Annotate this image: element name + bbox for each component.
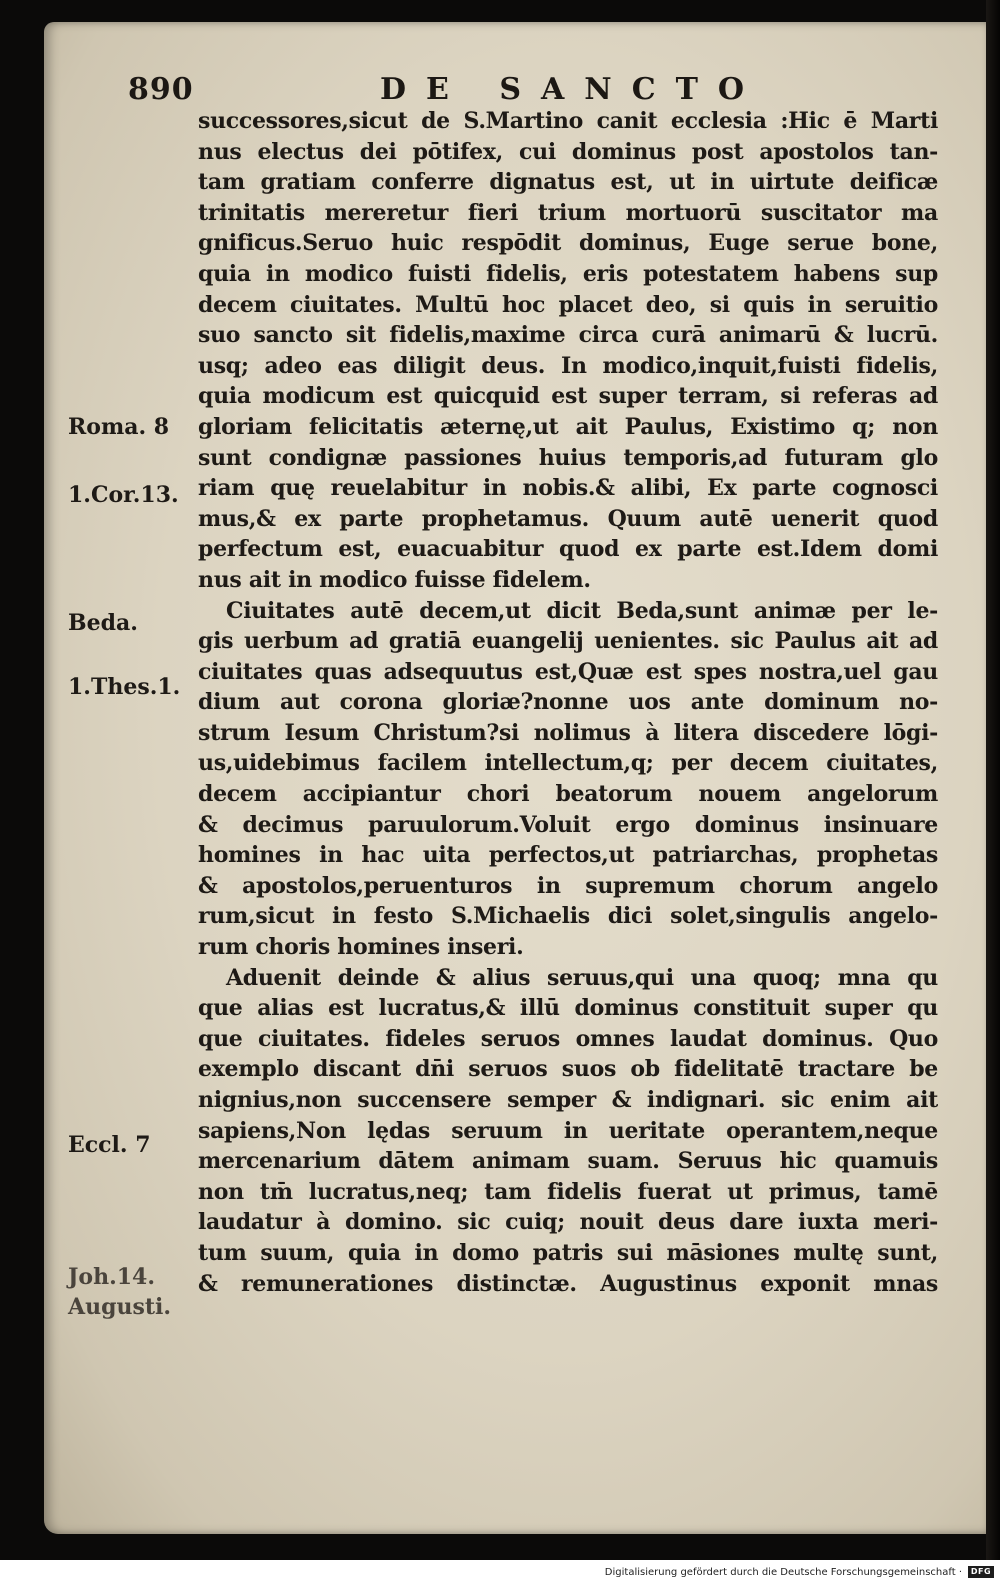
text-line: quia modicum est quicquid est super terram, si referas ad — [198, 383, 938, 410]
text-line: que ciuitates. fideles seruos omnes laudat dominus. Quo — [198, 1025, 938, 1052]
dfg-logo: DFG — [968, 1566, 994, 1578]
text-line: gnificus.Seruo huic respōdit dominus, Euge serue bone, — [198, 230, 938, 257]
text-line: & apostolos,peruenturos in supremum chorum angelo — [198, 872, 938, 899]
text-line: Aduenit deinde & alius seruus,qui una quoq; mna qu — [226, 964, 938, 991]
text-line: gloriam felicitatis æternę,ut ait Paulus, Existimo q; non — [198, 413, 938, 440]
body-text — [198, 106, 938, 1299]
text-line: dium aut corona gloriæ?nonne uos ante dominum no- — [198, 689, 938, 716]
text-line: rum,sicut in festo S.Michaelis dici solet,singulis angelo- — [198, 903, 938, 930]
margin-note-ecclesiasticus: Eccl. 7 — [68, 1132, 151, 1158]
text-line: sunt condignæ passiones huius temporis,ad futuram glo — [198, 444, 938, 471]
text-line: quia in modico fuisti fidelis, eris potestatem habens sup — [198, 260, 938, 287]
text-line: decem ciuitates. Multū hoc placet deo, si quis in seruitio — [198, 291, 938, 318]
text-line: decem accipiantur chori beatorum nouem angelorum — [198, 781, 938, 808]
text-line: successores,sicut de S.Martino canit ecclesia :Hic ē Marti — [198, 108, 938, 134]
text-line: perfectum est, euacuabitur quod ex parte est.Idem domi — [198, 536, 938, 563]
text-line: strum Iesum Christum?si nolimus à litera discedere lōgi- — [198, 719, 938, 746]
text-line: & remunerationes distinctæ. Augustinus exponit mnas — [198, 1270, 938, 1297]
text-line: us,uidebimus facilem intellectum,q; per decem ciuitates, — [198, 750, 938, 777]
text-line: tum suum, quia in domo patris sui māsiones multę sunt, — [198, 1239, 938, 1266]
page-edge-shadow — [986, 0, 1000, 1560]
text-line: non tm̄ lucratus,neq; tam fidelis fuerat ut primus, tamē — [198, 1178, 938, 1205]
text-line: mercenarium dātem animam suam. Seruus hic quamuis — [198, 1148, 938, 1175]
page-number: 890 — [128, 72, 194, 107]
text-line: riam quę reuelabitur in nobis.& alibi, Ex parte cognosci — [198, 475, 938, 502]
text-line: mus,& ex parte prophetamus. Quum autē uenerit quod — [198, 505, 938, 532]
text-line: sapiens,Non lędas seruum in ueritate operantem,neque — [198, 1117, 938, 1144]
text-line: laudatur à domino. sic cuiq; nouit deus dare iuxta meri- — [198, 1209, 938, 1236]
text-line: ciuitates quas adsequutus est,Quæ est spes nostra,uel gau — [198, 658, 938, 685]
text-line: gis uerbum ad gratiā euangelij uenientes. sic Paulus ait ad — [198, 628, 938, 655]
margin-note-beda: Beda. — [68, 610, 138, 636]
margin-note-john: Joh.14. — [68, 1264, 156, 1290]
text-line: rum choris homines inseri. — [198, 934, 524, 961]
margin-note-augustine: Augusti. — [68, 1294, 172, 1320]
running-head: DE SANCTO — [380, 72, 765, 107]
text-line: & decimus paruulorum.Voluit ergo dominus insinuare — [198, 811, 938, 838]
text-line: usq; adeo eas diligit deus. In modico,inquit,fuisti fidelis, — [198, 352, 938, 379]
text-line: suo sancto sit fidelis,maxime circa curā animarū & lucrū. — [198, 322, 938, 349]
text-line: nus electus dei pōtifex, cui dominus post apostolos tan- — [198, 138, 938, 165]
text-line: tam gratiam conferre dignatus est, ut in uirtute deificæ — [198, 169, 938, 196]
margin-note-roma: Roma. 8 — [68, 414, 170, 440]
text-line: homines in hac uita perfectos,ut patriarchas, prophetas — [198, 842, 938, 869]
margin-note-corinthians: 1.Cor.13. — [68, 482, 179, 508]
text-line: que alias est lucratus,& illū dominus constituit super qu — [198, 995, 938, 1022]
text-line: Ciuitates autē decem,ut dicit Beda,sunt animæ per le- — [226, 597, 938, 624]
funding-credit: Digitalisierung gefördert durch die Deutsche Forschungsgemeinschaft · — [604, 1567, 962, 1578]
text-line: nus ait in modico fuisse fidelem. — [198, 566, 591, 593]
text-line: trinitatis mereretur fieri trium mortuorū suscitator ma — [198, 199, 938, 226]
text-line: exemplo discant dn̄i seruos suos ob fidelitatē tractare be — [198, 1056, 938, 1083]
margin-note-thessalonians: 1.Thes.1. — [68, 674, 181, 700]
text-line: nignius,non succensere semper & indignari. sic enim ait — [198, 1087, 938, 1113]
